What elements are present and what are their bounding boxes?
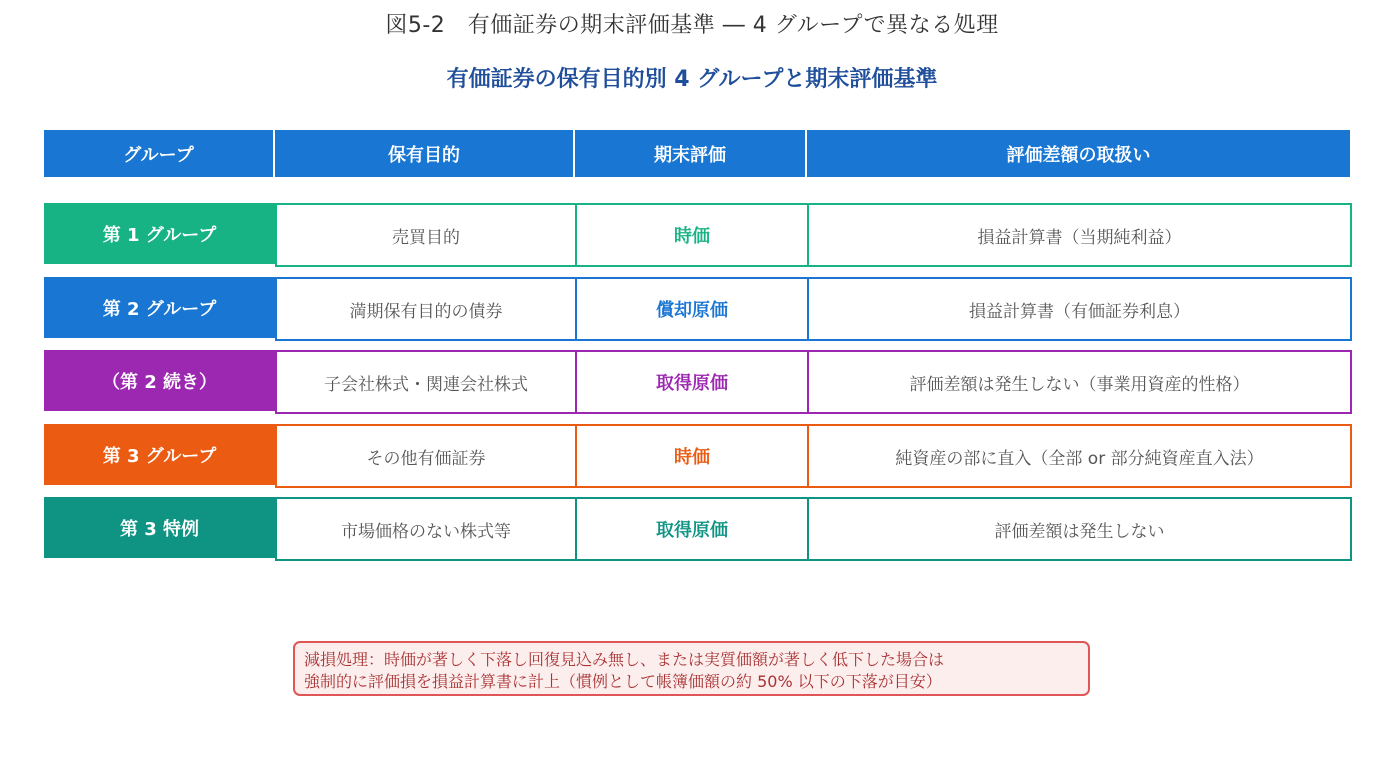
note-line-2: 強制的に評価損を損益計算書に計上（慣例として帳簿価額の約 50% 以下の下落が目安） [304, 672, 942, 691]
group-row-2-continued [44, 350, 1352, 414]
valuation-cell: 時価 [577, 426, 809, 486]
group-row-body [275, 350, 1352, 414]
figure-title: 図5-2 有価証券の期末評価基準 ― 4 グループで異なる処理 [385, 13, 999, 38]
treatment-cell: 評価差額は発生しない [994, 521, 1165, 542]
group-label: 第 2 グループ [44, 277, 275, 338]
valuation-cell: 取得原価 [577, 499, 809, 559]
group-row-3-exception [44, 497, 1352, 561]
header-purpose: 保有目的 [275, 130, 575, 177]
purpose-cell: 売買目的 [277, 205, 577, 265]
purpose-cell: その他有価証券 [277, 426, 577, 486]
valuation-cell: 時価 [577, 205, 809, 265]
purpose-cell: 満期保有目的の債券 [277, 279, 577, 339]
group-label: （第 2 続き） [44, 350, 275, 411]
valuation-cell: 償却原価 [577, 279, 809, 339]
group-label: 第 1 グループ [44, 203, 275, 264]
treatment-cell: 損益計算書（有価証券利息） [969, 301, 1190, 322]
group-row-1 [44, 203, 1352, 267]
table-header [44, 130, 1350, 177]
diagram-subtitle: 有価証券の保有目的別 4 グループと期末評価基準 [446, 67, 938, 92]
group-row-body [275, 424, 1352, 488]
treatment-cell: 評価差額は発生しない（事業用資産的性格） [909, 374, 1250, 395]
header-group: グループ [44, 130, 275, 177]
note-line-1: 減損処理：時価が著しく下落し回復見込み無し、または実質価額が著しく低下した場合は [304, 650, 945, 669]
group-row-2 [44, 277, 1352, 341]
group-label: 第 3 グループ [44, 424, 275, 485]
header-treatment: 評価差額の取扱い [1006, 144, 1151, 166]
group-row-body [275, 497, 1352, 561]
purpose-cell: 市場価格のない株式等 [277, 499, 577, 559]
treatment-cell: 損益計算書（当期純利益） [977, 227, 1182, 248]
header-valuation: 期末評価 [575, 130, 807, 177]
group-row-body [275, 203, 1352, 267]
purpose-cell: 子会社株式・関連会社株式 [277, 352, 577, 412]
group-label: 第 3 特例 [44, 497, 275, 558]
group-row-3 [44, 424, 1352, 488]
impairment-note [293, 641, 1090, 696]
group-row-body [275, 277, 1352, 341]
treatment-cell: 純資産の部に直入（全部 or 部分純資産直入法） [895, 448, 1264, 469]
valuation-cell: 取得原価 [577, 352, 809, 412]
